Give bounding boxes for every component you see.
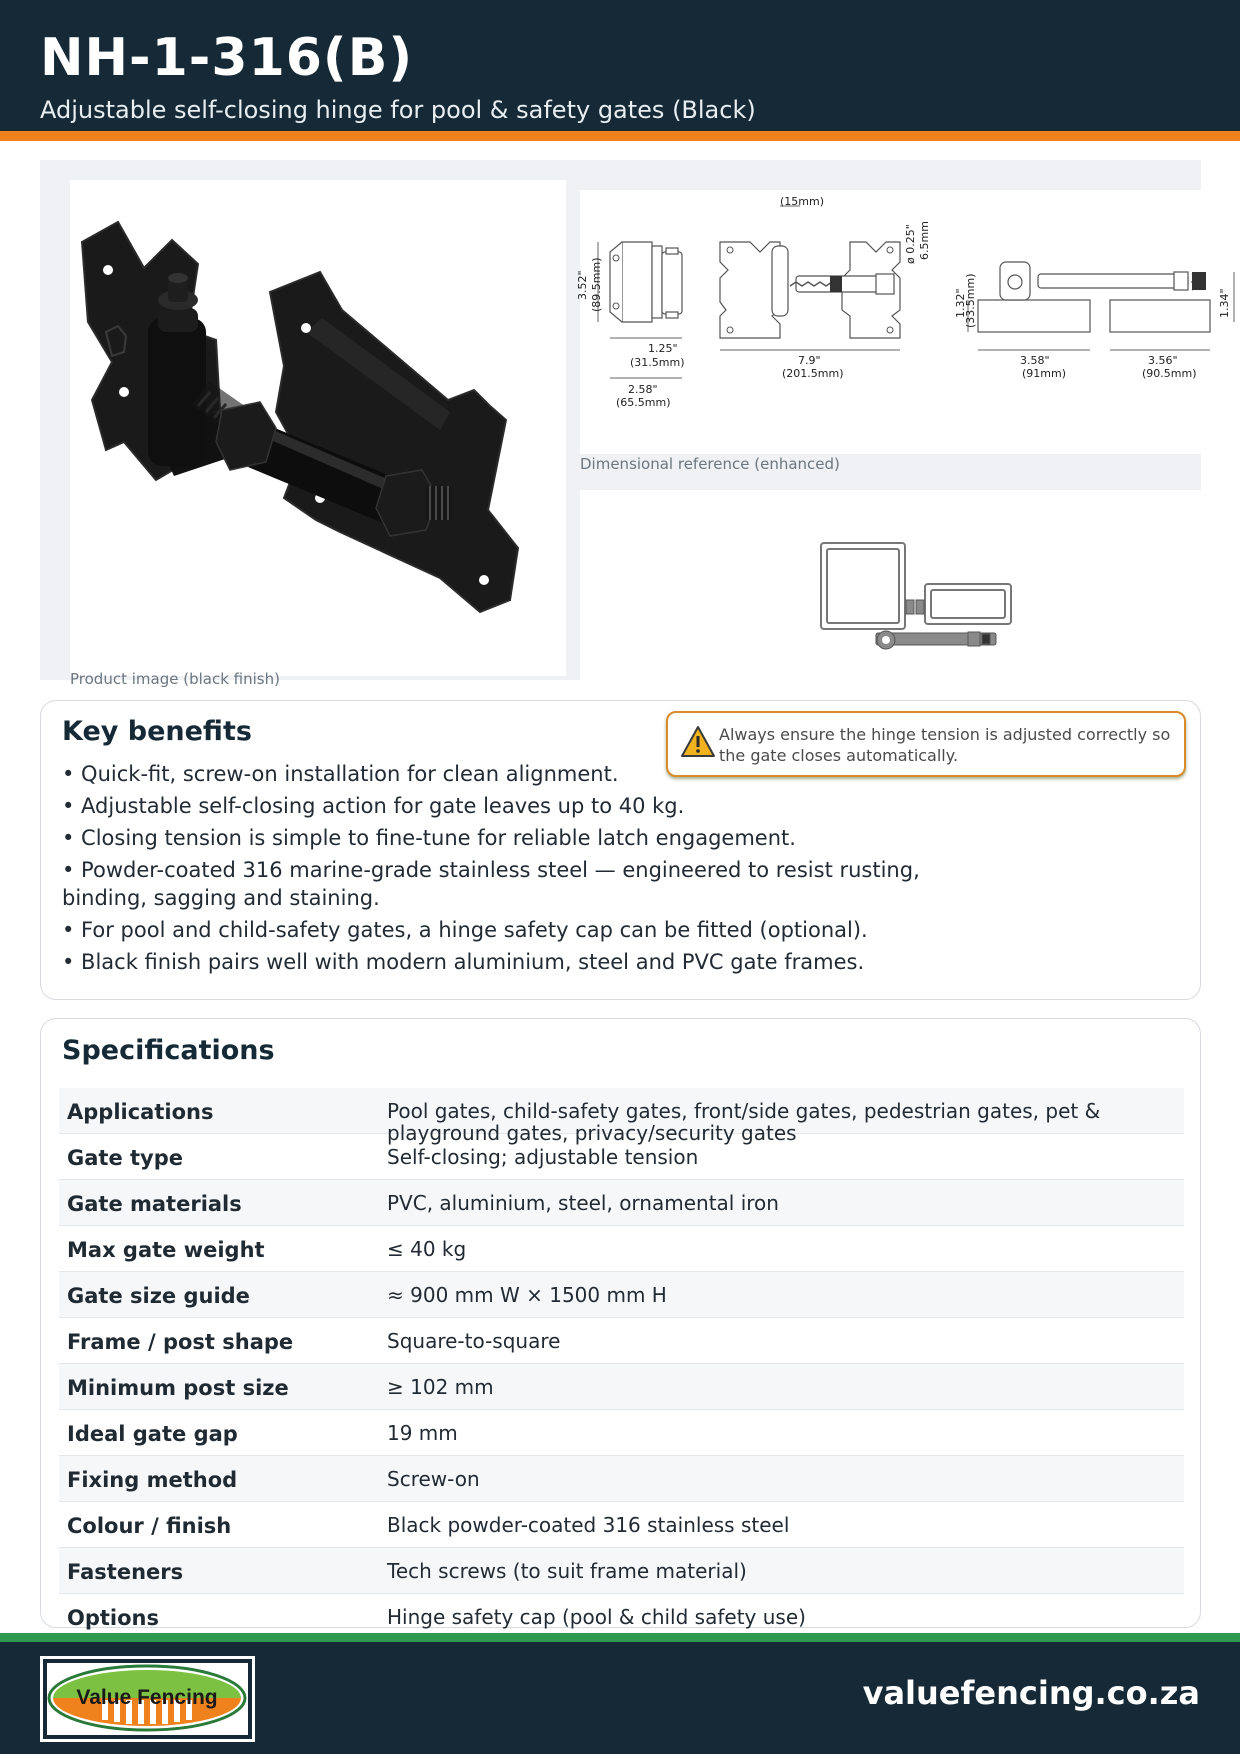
spec-label: Applications xyxy=(67,1100,214,1124)
dim-rod-in: ø 0.25" xyxy=(904,224,917,264)
dim-barrel-mm: (31.5mm) xyxy=(630,356,685,369)
spec-label: Gate materials xyxy=(67,1192,242,1216)
benefit-item: • For pool and child-safety gates, a hinge safety cap can be fitted (optional). xyxy=(62,918,868,942)
table-row xyxy=(59,1226,1184,1272)
dim-rod-mm: 6.5mm xyxy=(918,221,931,260)
installation-sketch xyxy=(818,540,1014,660)
table-row xyxy=(59,1548,1184,1594)
spec-value: Self-closing; adjustable tension xyxy=(387,1145,699,1169)
specifications-card xyxy=(40,1018,1201,1628)
dimension-drawing xyxy=(576,190,1240,454)
spec-value: PVC, aluminium, steel, ornamental iron xyxy=(387,1191,779,1215)
warning-text: Always ensure the hinge tension is adjusted correctly so the gate closes automatically. xyxy=(719,725,1171,765)
dim-plate2-in: 3.56" xyxy=(1148,354,1178,367)
spec-label: Gate size guide xyxy=(67,1284,250,1308)
benefit-item: • Quick-fit, screw-on installation for clean alignment. xyxy=(62,762,619,786)
benefit-item: • Closing tension is simple to fine-tune for reliable latch engagement. xyxy=(62,826,796,850)
table-row xyxy=(59,1364,1184,1410)
dim-length-in: 7.9" xyxy=(798,354,821,367)
warning-icon xyxy=(680,725,716,759)
spec-value: Square-to-square xyxy=(387,1329,561,1353)
spec-value: Tech screws (to suit frame material) xyxy=(387,1559,747,1583)
dim-depth-mm: (65.5mm) xyxy=(616,396,671,409)
dim-side-in: 1.34" xyxy=(1218,288,1231,318)
table-row xyxy=(59,1318,1184,1364)
photo-caption: Product image (black finish) xyxy=(70,670,280,688)
benefit-item-continued: binding, sagging and staining. xyxy=(62,886,380,910)
spec-label: Gate type xyxy=(67,1146,184,1170)
benefit-item: • Black finish pairs well with modern aluminium, steel and PVC gate frames. xyxy=(62,950,865,974)
website-url: valuefencing.co.za xyxy=(862,1674,1200,1712)
benefits-title: Key benefits xyxy=(62,716,252,747)
footer-accent-stripe xyxy=(0,1633,1240,1642)
spec-label: Fasteners xyxy=(67,1560,184,1584)
product-code-title: NH-1-316(B) xyxy=(40,28,414,88)
value-fencing-logo xyxy=(40,1656,255,1742)
spec-value: ≥ 102 mm xyxy=(387,1375,494,1399)
dim-plate1-mm: (91mm) xyxy=(1022,367,1067,380)
dim-plate2-mm: (90.5mm) xyxy=(1142,367,1197,380)
drawing-caption: Dimensional reference (enhanced) xyxy=(580,455,840,473)
spec-value: Black powder-coated 316 stainless steel xyxy=(387,1513,790,1537)
spec-value: 19 mm xyxy=(387,1421,458,1445)
spec-label: Colour / finish xyxy=(67,1514,232,1538)
dim-plate1-in: 3.58" xyxy=(1020,354,1050,367)
spec-value: Pool gates, child-safety gates, front/side gates, pedestrian gates, pet & playground gates, privacy/security gates xyxy=(387,1099,1101,1145)
table-row xyxy=(59,1410,1184,1456)
spec-label: Frame / post shape xyxy=(67,1330,294,1354)
spec-value: ≤ 40 kg xyxy=(387,1237,467,1261)
table-row xyxy=(59,1456,1184,1502)
dim-offset-mm: (33.5mm) xyxy=(964,273,977,328)
spec-label: Options xyxy=(67,1606,159,1630)
header-accent-stripe xyxy=(0,131,1240,141)
spec-value: Hinge safety cap (pool & child safety use) xyxy=(387,1605,806,1629)
table-row xyxy=(59,1272,1184,1318)
logo-text: Value Fencing xyxy=(76,1686,218,1709)
dim-height-in: 3.52" xyxy=(576,270,589,300)
specifications-table xyxy=(59,1088,1184,1640)
product-subtitle: Adjustable self-closing hinge for pool & safety gates (Black) xyxy=(40,96,756,124)
dim-barrel-in: 1.25" xyxy=(648,342,678,355)
dim-height-mm: (89.5mm) xyxy=(590,257,603,312)
table-row xyxy=(59,1088,1184,1145)
product-photo xyxy=(70,180,566,676)
dim-15mm: (15mm) xyxy=(780,195,825,208)
spec-label: Minimum post size xyxy=(67,1376,289,1400)
benefit-item: • Adjustable self-closing action for gate leaves up to 40 kg. xyxy=(62,794,685,818)
dim-depth-in: 2.58" xyxy=(628,383,658,396)
tension-warning-box xyxy=(666,711,1186,777)
dim-length-mm: (201.5mm) xyxy=(782,367,844,380)
specifications-title: Specifications xyxy=(62,1035,275,1066)
spec-label: Ideal gate gap xyxy=(67,1422,238,1446)
spec-value: ≈ 900 mm W × 1500 mm H xyxy=(387,1283,667,1307)
benefit-item: • Powder-coated 316 marine-grade stainless steel — engineered to resist rusting, xyxy=(62,858,920,882)
spec-label: Fixing method xyxy=(67,1468,238,1492)
table-row xyxy=(59,1180,1184,1226)
dim-offset-in: 1.32" xyxy=(954,288,967,318)
table-row xyxy=(59,1134,1184,1180)
spec-value: Screw-on xyxy=(387,1467,480,1491)
table-row xyxy=(59,1502,1184,1548)
spec-label: Max gate weight xyxy=(67,1238,265,1262)
